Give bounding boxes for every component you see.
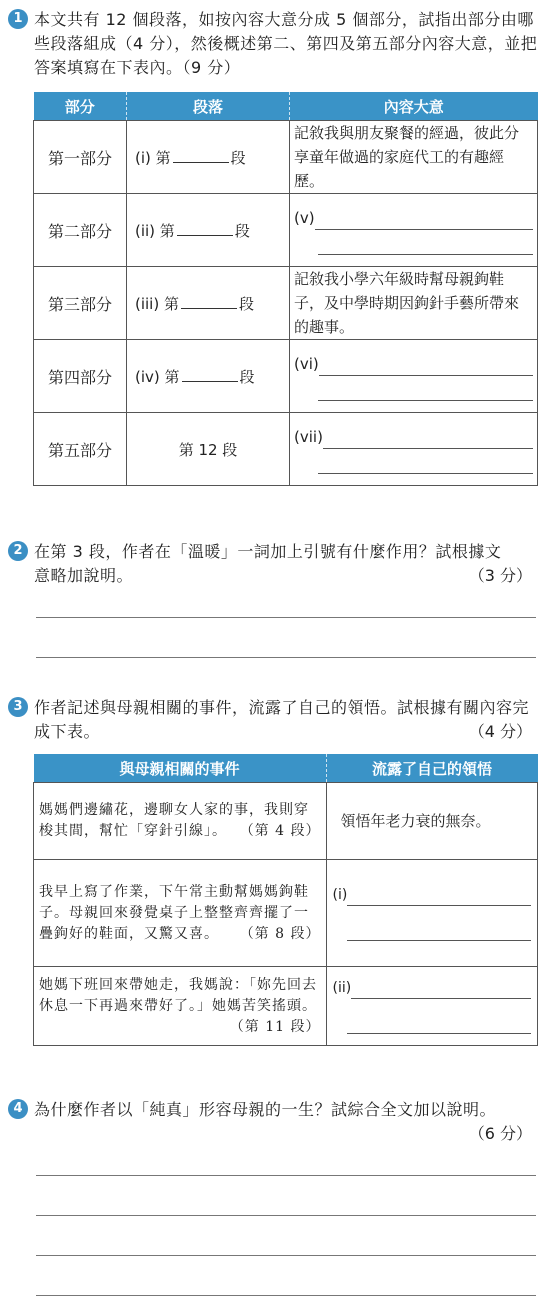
question-2	[8, 540, 538, 588]
question-number-4: 4	[8, 1099, 28, 1119]
answer-cell[interactable]	[326, 967, 538, 1046]
seg-label: (iii) 第	[135, 294, 179, 313]
answer-blank[interactable]	[181, 294, 237, 309]
question-2-points: （3 分）	[468, 566, 532, 585]
part-name: 第四部分	[34, 340, 127, 413]
insight-text: 領悟年老力衰的無奈。	[326, 783, 538, 860]
event-cell	[34, 783, 327, 860]
paragraph-cell	[127, 340, 290, 413]
part-name: 第五部分	[34, 413, 127, 486]
paragraph-cell	[127, 121, 290, 194]
part-name: 第二部分	[34, 194, 127, 267]
table-row	[34, 121, 538, 194]
answer-cell[interactable]	[326, 860, 538, 967]
question-number-3: 3	[8, 697, 28, 717]
paragraph-ref: （第 4 段）	[239, 823, 321, 839]
table-row	[34, 413, 538, 486]
answer-line[interactable]	[36, 656, 536, 658]
content-summary: 記敘我小學六年級時幫母親鉤鞋子，及中學時期因鉤針手藝所帶來的趣事。	[290, 267, 538, 340]
question-2-text: 在第 3 段，作者在「溫暖」一詞加上引號有什麼作用？試根據文意略加說明。	[34, 542, 502, 585]
answer-label: (v)	[294, 208, 315, 227]
answer-label: (vii)	[294, 427, 323, 446]
question-1	[8, 8, 538, 80]
question-1-text: 本文共有 12 個段落，如按內容大意分成 5 個部分，試指出部分由哪些段落組成（4 分），然後概述第二、第四及第五部分內容大意，並把答案填寫在下表內。（9 分）	[34, 10, 538, 77]
question-4	[8, 1098, 538, 1143]
seg-suffix: 段	[230, 148, 246, 167]
answer-blank[interactable]	[177, 221, 233, 236]
event-text: 媽媽們邊繡花，邊聊女人家的事，我則穿梭其間，幫忙「穿針引線」。	[39, 802, 309, 839]
question-3-points: （4 分）	[468, 722, 532, 741]
seg-suffix: 段	[234, 221, 250, 240]
table-row	[34, 783, 538, 860]
event-text: 她媽下班回來帶她走，我媽說：「妳先回去休息一下再過來帶好了。」她媽苦笑搖頭。	[39, 976, 317, 1014]
answer-line[interactable]	[36, 1174, 536, 1176]
header-paragraph: 段落	[127, 92, 290, 121]
paragraph-cell: 第 12 段	[127, 413, 290, 486]
table-row	[34, 860, 538, 967]
seg-suffix: 段	[239, 367, 255, 386]
header-part: 部分	[34, 92, 127, 121]
answer-label: (vi)	[294, 354, 319, 373]
seg-label: (iv) 第	[135, 367, 180, 386]
paragraph-cell	[127, 194, 290, 267]
answer-label: (i)	[332, 887, 348, 903]
event-text: 我早上寫了作業，下午常主動幫媽媽鉤鞋子。母親回來發覺桌子上整整齊齊擺了一疊鉤好的鞋面，又驚又喜。	[39, 883, 309, 942]
answer-line[interactable]	[36, 1254, 536, 1256]
event-cell	[34, 967, 327, 1046]
question-4-text: 為什麼作者以「純真」形容母親的一生？試綜合全文加以說明。	[34, 1100, 497, 1119]
question-number-1: 1	[8, 9, 28, 29]
mother-events-table	[33, 754, 538, 1046]
answer-line[interactable]	[36, 1214, 536, 1216]
content-summary: 記敘我與朋友聚餐的經過，彼此分享童年做過的家庭代工的有趣經歷。	[290, 121, 538, 194]
answer-blank[interactable]	[173, 148, 229, 163]
answer-label: (ii)	[332, 980, 352, 996]
seg-suffix: 段	[238, 294, 254, 313]
seg-label: (ii) 第	[135, 221, 175, 240]
table-row	[34, 340, 538, 413]
part-name: 第三部分	[34, 267, 127, 340]
header-content: 內容大意	[290, 92, 538, 121]
question-4-points: （6 分）	[468, 1124, 532, 1143]
answer-line[interactable]	[36, 616, 536, 618]
paragraph-cell	[127, 267, 290, 340]
part-name: 第一部分	[34, 121, 127, 194]
answer-cell[interactable]	[290, 194, 538, 267]
paragraph-ref: （第 11 段）	[229, 1018, 321, 1035]
question-3-text: 作者記述與母親相關的事件，流露了自己的領悟。試根據有關內容完成下表。	[34, 698, 530, 741]
answer-cell[interactable]	[290, 413, 538, 486]
table-row	[34, 194, 538, 267]
header-insight: 流露了自己的領悟	[326, 754, 538, 783]
event-cell	[34, 860, 327, 967]
answer-line[interactable]	[36, 1294, 536, 1296]
header-events: 與母親相關的事件	[34, 754, 327, 783]
question-3	[8, 696, 538, 744]
answer-cell[interactable]	[290, 340, 538, 413]
answer-blank[interactable]	[182, 367, 238, 382]
table-row	[34, 267, 538, 340]
seg-label: (i) 第	[135, 148, 171, 167]
paragraph-summary-table	[33, 92, 538, 486]
question-number-2: 2	[8, 541, 28, 561]
table-row	[34, 967, 538, 1046]
paragraph-ref: （第 8 段）	[239, 925, 321, 942]
